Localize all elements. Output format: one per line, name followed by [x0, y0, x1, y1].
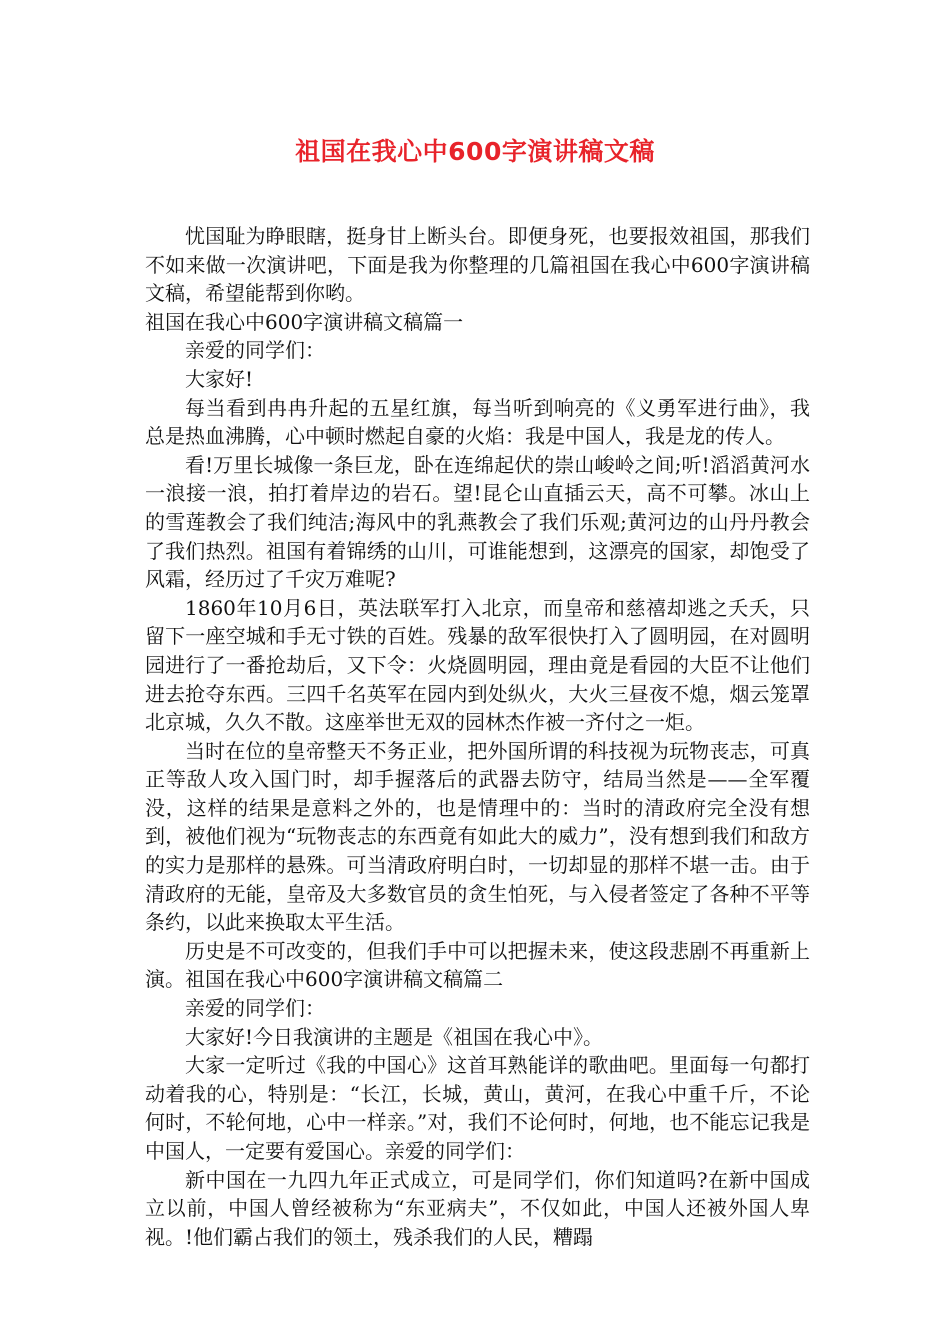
paragraph: 忧国耻为睁眼瞎，挺身甘上断头台。即便身死，也要报效祖国，那我们不如来做一次演讲吧，下面是我为你整理的几篇祖国在我心中600字演讲稿文稿，希望能帮到你哟。 [145, 224, 810, 306]
paragraph: 大家好!今日我演讲的主题是《祖国在我心中》。 [185, 1024, 604, 1049]
paragraph: 大家一定听过《我的中国心》这首耳熟能详的歌曲吧。里面每一句都打动着我的心，特别是：“长江，长城，黄山，黄河，在我心中重千斤，不论何时，不轮何地，心中一样亲。”对，我们不论何时，何地，也不能忘记我是中国人，一定要有爱国心。亲爱的同学们： [145, 1053, 810, 1163]
paragraph: 亲爱的同学们： [185, 338, 325, 363]
paragraph: 历史是不可改变的，但我们手中可以把握未来，使这段悲剧不再重新上演。祖国在我心中600字演讲稿文稿篇二 [145, 938, 810, 992]
paragraph: 每当看到冉冉升起的五星红旗，每当听到响亮的《义勇军进行曲》，我总是热血沸腾，心中顿时燃起自豪的火焰：我是中国人，我是龙的传人。 [145, 395, 810, 449]
paragraph: 当时在位的皇帝整天不务正业，把外国所谓的科技视为玩物丧志，可真正等敌人攻入国门时，却手握落后的武器去防守，结局当然是——全军覆没，这样的结果是意料之外的，也是情理中的：当时的清政府完全没有想到，被他们视为“玩物丧志的东西竟有如此大的威力”，没有想到我们和敌方的实力是那样的悬殊。可当清政府明白时，一切却显的那样不堪一击。由于清政府的无能，皇帝及大多数官员的贪生怕死，与入侵者签定了各种不平等条约，以此来换取太平生活。 [145, 738, 810, 935]
document-body [145, 222, 810, 1251]
paragraph: 大家好! [185, 366, 254, 391]
page-title: 祖国在我心中600字演讲稿文稿 [295, 137, 655, 166]
paragraph: 新中国在一九四九年正式成立，可是同学们，你们知道吗?在新中国成立以前，中国人曾经被称为“东亚病夫”，不仅如此，中国人还被外国人卑视。!他们霸占我们的领土，残杀我们的人民，糟蹋 [145, 1167, 810, 1249]
paragraph: 1860年10月6日，英法联军打入北京，而皇帝和慈禧却逃之夭夭，只留下一座空城和手无寸铁的百姓。残暴的敌军很快打入了圆明园，在对圆明园进行了一番抢劫后，又下令：火烧圆明园，理由竟是看园的大臣不让他们进去抢夺东西。三四千名英军在园内到处纵火，大火三昼夜不熄，烟云笼罩北京城，久久不散。这座举世无双的园林杰作被一齐付之一炬。 [145, 595, 810, 735]
paragraph: 亲爱的同学们： [185, 996, 325, 1021]
paragraph: 祖国在我心中600字演讲稿文稿篇一 [145, 309, 464, 334]
paragraph: 看!万里长城像一条巨龙，卧在连绵起伏的崇山峻岭之间;听!滔滔黄河水一浪接一浪，拍打着岸边的岩石。望!昆仑山直插云天，高不可攀。冰山上的雪莲教会了我们纯洁;海风中的乳燕教会了我们乐观;黄河边的山丹丹教会了我们热烈。祖国有着锦绣的山川，可谁能想到，这漂亮的国家，却饱受了风霜，经历过了千灾万难呢? [145, 452, 810, 592]
